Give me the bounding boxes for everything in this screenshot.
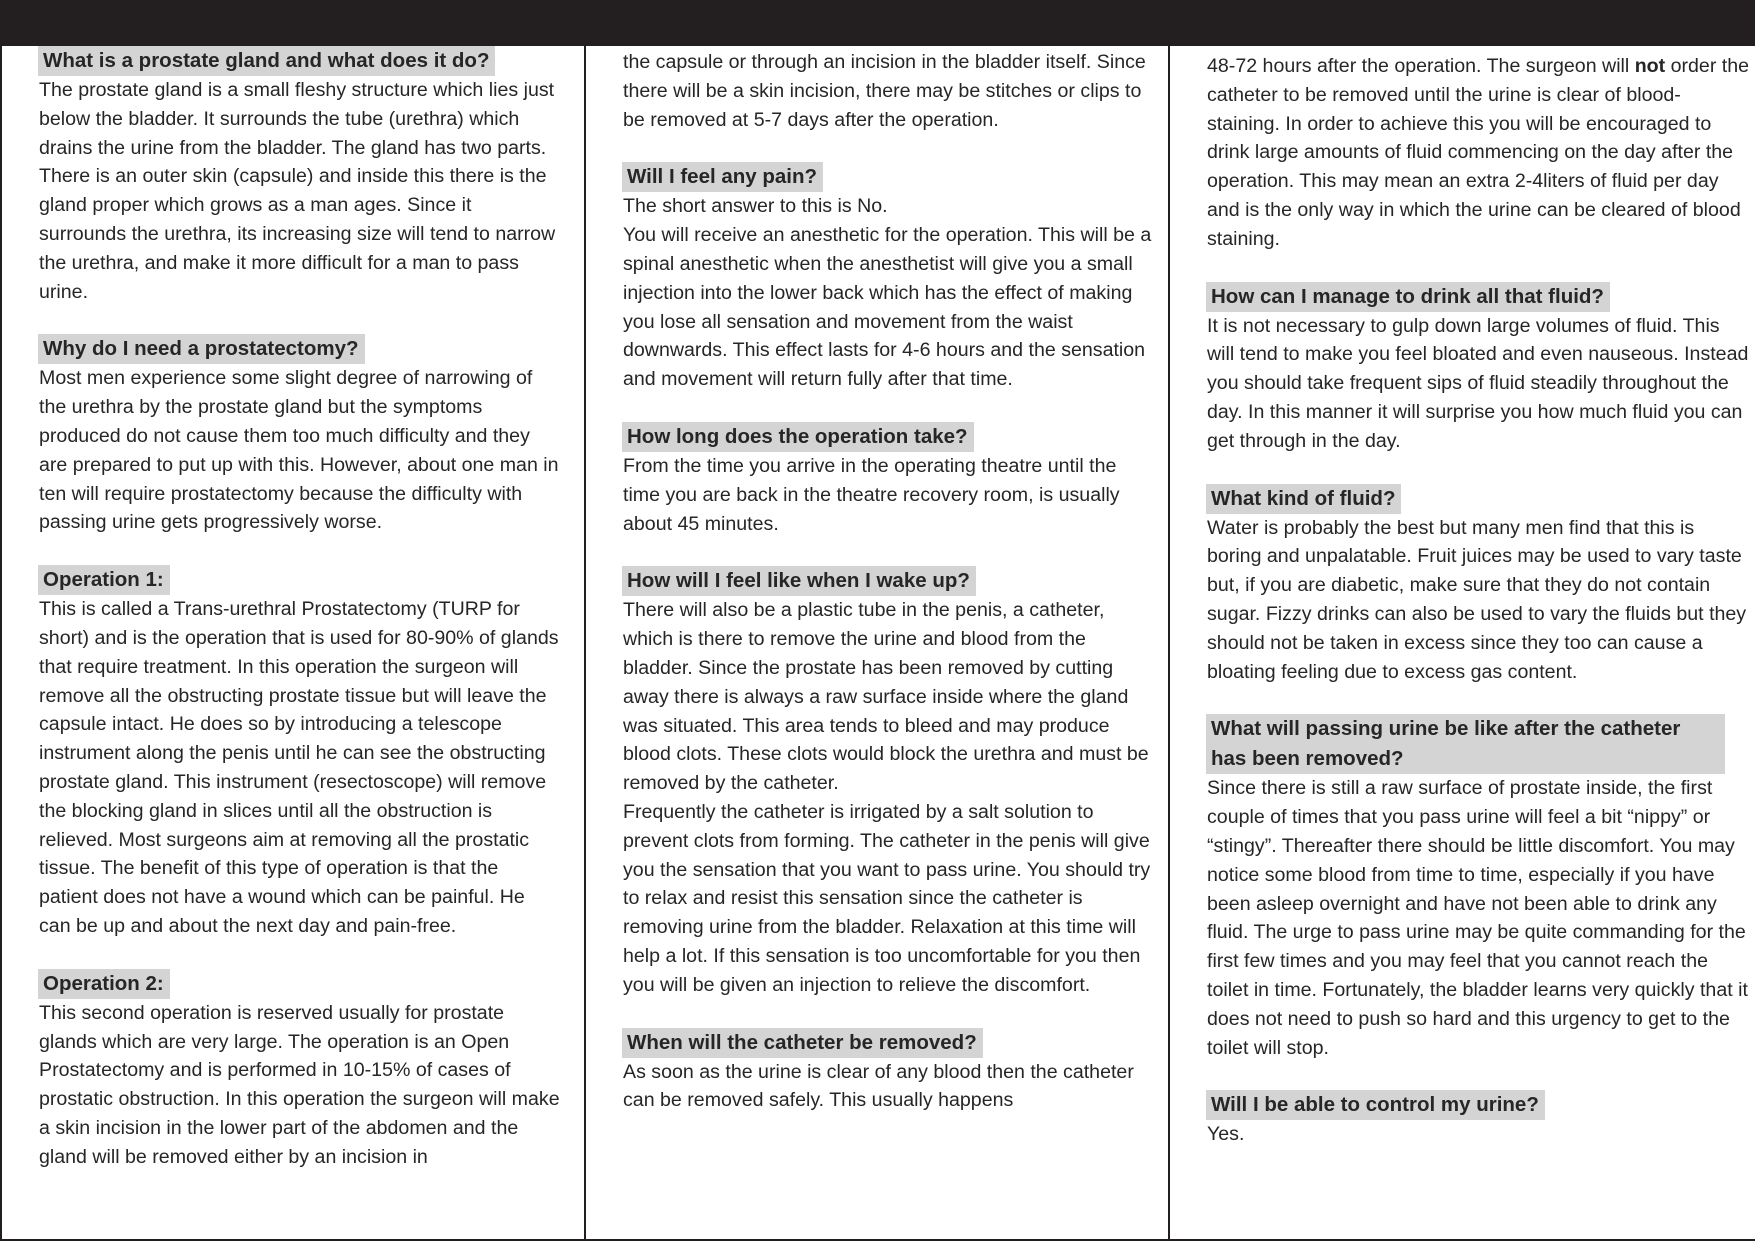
lead-paragraph: the capsule or through an incision in the bladder itself. Since there will be a skin incision, there may be stitches or clips to be removed at 5-7 days after the operation. xyxy=(623,51,1146,131)
section-kind-of-fluid xyxy=(1206,484,1752,687)
section-pain xyxy=(622,162,1152,394)
lead-text-start: 48-72 hours after the operation. The surgeon will xyxy=(1207,55,1635,77)
section-paragraph: Yes. xyxy=(1207,1123,1245,1146)
section-heading: What will passing urine be like after the catheter has been removed? xyxy=(1206,714,1725,774)
section-heading: How can I manage to drink all that fluid? xyxy=(1206,282,1610,312)
section-drink-fluid xyxy=(1206,282,1752,456)
section-continued-operation-2 xyxy=(622,48,1152,134)
column-1 xyxy=(38,46,560,1200)
section-paragraph: Frequently the catheter is irrigated by a salt solution to prevent clots from forming. The catheter in the penis will give you the sensation that you want to pass urine. You should try to relax and resist this sensation since the catheter is removing urine from the bladder. Relaxation at this time will help a lot. If this sensation is too uncomfortable for you then you will be given an injection to relieve the discomfort. xyxy=(623,800,1151,996)
section-continued-catheter xyxy=(1206,52,1752,254)
section-paragraph: The prostate gland is a small fleshy structure which lies just below the bladder. It surrounds the tube (urethra) which drains the urine from the bladder. The gland has two parts. There is an outer skin (capsule) and inside this there is the gland proper which grows as a man ages. Since it surrounds the urethra, its increasing size will tend to narrow the urethra, and make it more difficult for a man to pass urine. xyxy=(39,79,556,303)
section-why-prostatectomy xyxy=(38,334,560,537)
lead-text-end: order the catheter to be removed until the urine is clear of blood-staining. In order to achieve this you will be encouraged to drink large amounts of fluid commencing on the day after the operation. This may mean an extra 2-4liters of fluid per day and is the only way in which the urine can be cleared of blood staining. xyxy=(1207,55,1750,250)
section-heading: Will I feel any pain? xyxy=(622,162,823,192)
lead-text-bold: not xyxy=(1634,55,1666,77)
section-passing-urine xyxy=(1206,714,1752,1062)
section-heading: What kind of fluid? xyxy=(1206,484,1401,514)
section-what-is-prostate xyxy=(38,46,560,306)
top-bar xyxy=(0,0,1755,46)
section-catheter-removal xyxy=(622,1028,1152,1116)
column-divider-1 xyxy=(584,46,586,1241)
section-paragraph: From the time you arrive in the operating theatre until the time you are back in the theatre recovery room, is usually about 45 minutes. xyxy=(623,454,1120,535)
section-heading: How will I feel like when I wake up? xyxy=(622,566,976,596)
section-paragraph: As soon as the urine is clear of any blood then the catheter can be removed safely. This usually happens xyxy=(623,1060,1134,1112)
column-3 xyxy=(1206,52,1752,1177)
section-paragraph: Since there is still a raw surface of prostate inside, the first couple of times that you pass urine will feel a bit “nippy” or “stingy”. Thereafter there should be little discomfort. You may notice some blood from time to time, especially if you have been asleep overnight and have not been able to drink any fluid. The urge to pass urine may be quite commanding for the first few times and you may feel that you cannot reach the toilet in time. Fortunately, the bladder learns very quickly that it does not need to push so hard and this urgency to get to the toilet will stop. xyxy=(1207,777,1748,1059)
section-paragraph: It is not necessary to gulp down large volumes of fluid. This will tend to make you feel bloated and even nauseous. Instead you should take frequent sips of fluid steadily throughout the day. In this manner it will surprise you how much fluid you can get through in the day. xyxy=(1207,314,1749,452)
section-paragraph: This is called a Trans-urethral Prostatectomy (TURP for short) and is the operation that is used for 80-90% of glands that require treatment. In this operation the surgeon will remove all the obstructing prostate tissue but will leave the capsule intact. He does so by introducing a telescope instrument along the penis until he can see the obstructing prostate gland. This instrument (resectoscope) will remove the blocking gland in slices until all the obstruction is relieved. Most surgeons aim at removing all the prostatic tissue. The benefit of this type of operation is that the patient does not have a wound which can be painful. He can be up and about the next day and pain-free. xyxy=(39,598,559,937)
section-paragraph: You will receive an anesthetic for the operation. This will be a spinal anesthetic when the anesthetist will give you a small injection into the lower back which has the effect of making you lose all sensation and movement from the waist downwards. This effect lasts for 4-6 hours and the sensation and movement will return fully after that time. xyxy=(623,224,1152,391)
section-heading: Why do I need a prostatectomy? xyxy=(38,334,365,364)
section-heading: Will I be able to control my urine? xyxy=(1206,1090,1545,1120)
section-operation-duration xyxy=(622,422,1152,538)
column-divider-2 xyxy=(1168,46,1170,1241)
lead-paragraph xyxy=(1206,52,1752,254)
section-control-urine xyxy=(1206,1090,1752,1149)
section-heading: When will the catheter be removed? xyxy=(622,1028,983,1058)
section-wake-up xyxy=(622,566,1152,999)
section-heading: Operation 2: xyxy=(38,969,170,999)
section-heading: Operation 1: xyxy=(38,565,170,595)
section-paragraph: There will also be a plastic tube in the penis, a catheter, which is there to remove the urine and blood from the bladder. Since the prostate has been removed by cutting away there is always a raw surface inside where the gland was situated. This area tends to bleed and may produce blood clots. These clots would block the urethra and must be removed by the catheter. xyxy=(623,599,1149,795)
section-operation-2 xyxy=(38,969,560,1172)
section-paragraph: This second operation is reserved usually for prostate glands which are very large. The operation is an Open Prostatectomy and is performed in 10-15% of cases of prostatic obstruction. In this operation the surgeon will make a skin incision in the lower part of the abdomen and the gland will be removed either by an incision in xyxy=(39,1001,560,1168)
section-heading: What is a prostate gland and what does it do? xyxy=(38,46,495,76)
column-2 xyxy=(622,48,1152,1143)
section-operation-1 xyxy=(38,565,560,941)
section-paragraph: Water is probably the best but many men find that this is boring and unpalatable. Fruit juices may be used to vary taste but, if you are diabetic, make sure that they do not contain sugar. Fizzy drinks can also be used to vary the fluids but they should not be taken in excess since they too can cause a bloating feeling due to excess gas content. xyxy=(1207,516,1747,683)
section-heading: How long does the operation take? xyxy=(622,422,974,452)
section-paragraph: The short answer to this is No. xyxy=(623,195,888,218)
section-paragraph: Most men experience some slight degree of narrowing of the urethra by the prostate gland but the symptoms produced do not cause them too much difficulty and they are prepared to put up with this. However, about one man in ten will require prostatectomy because the difficulty with passing urine gets progressively worse. xyxy=(39,367,559,534)
